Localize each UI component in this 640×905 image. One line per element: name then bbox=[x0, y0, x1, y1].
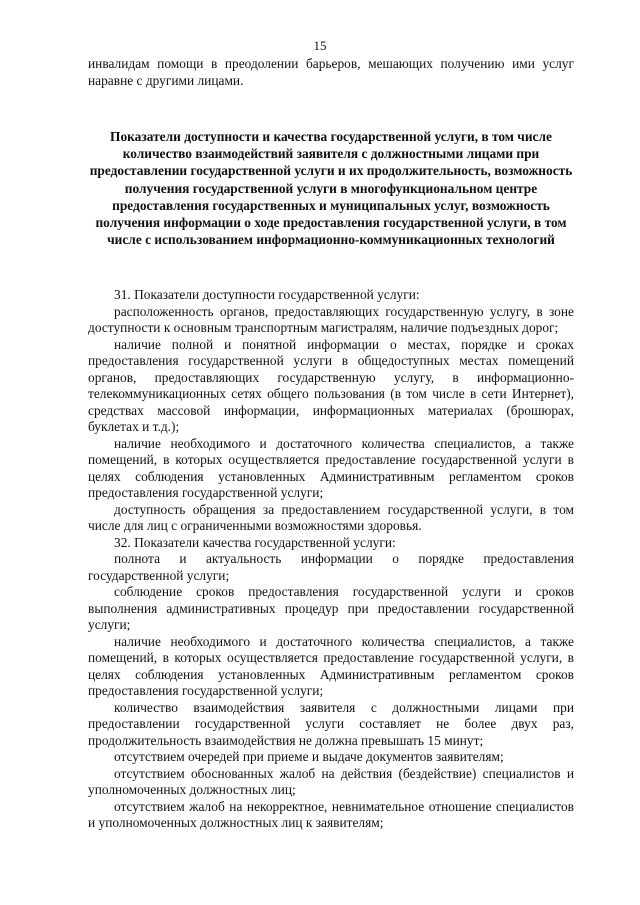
paragraph-31-title: 31. Показатели доступности государственной услуги: bbox=[114, 287, 420, 302]
paragraph: полнота и актуальность информации о порядке предоставления государственной услуги; bbox=[88, 551, 574, 583]
lead-text bbox=[88, 56, 574, 89]
paragraph: отсутствием обоснованных жалоб на действия (бездействие) специалистов и уполномоченных должностных лиц; bbox=[88, 765, 574, 797]
paragraph: наличие необходимого и достаточного количества специалистов, а также помещений, в которых осуществляется предоставление государственной услуги, в целях соблюдения установленных Административным регламентом сроков предоставления государственной услуги; bbox=[88, 633, 574, 698]
paragraph: доступность обращения за предоставлением государственной услуги, в том числе для лиц с ограниченными возможностями здоровья. bbox=[88, 501, 574, 533]
lead-paragraph: инвалидам помощи в преодолении барьеров, мешающих получению ими услуг наравне с другими лицами. bbox=[88, 56, 574, 88]
page-number: 15 bbox=[313, 38, 327, 53]
paragraph: количество взаимодействия заявителя с должностными лицами при предоставлении государственной услуги составляет не более двух раз, продолжительность взаимодействия не должна превышать 15 минут; bbox=[88, 699, 574, 748]
paragraph: отсутствием жалоб на некорректное, невнимательное отношение специалистов и уполномоченных должностных лиц к заявителям; bbox=[88, 798, 574, 830]
section-heading: Показатели доступности и качества государственной услуги, в том числе количество взаимодействий заявителя с должностными лицами при предоставлении государственной услуги и их продолжительность, возможность получения государственной услуги в многофункциональном центре предоставления государственных и муниципальных услуг, возможность получения информации о ходе предоставления государственной услуги, в том числе с использованием информационно-коммуникационных технологий bbox=[89, 129, 573, 248]
paragraph: наличие необходимого и достаточного количества специалистов, а также помещений, в которых осуществляется предоставление государственной услуги в целях соблюдения установленных Административным регламентом сроков предоставления государственной услуги; bbox=[88, 435, 574, 500]
paragraph-32-title: 32. Показатели качества государственной услуги: bbox=[114, 534, 396, 550]
paragraph: отсутствием очередей при приеме и выдаче документов заявителям; bbox=[114, 749, 504, 764]
section-body bbox=[88, 287, 574, 832]
paragraph: соблюдение сроков предоставления государственной услуги и сроков выполнения административных процедур при предоставлении государственной услуги; bbox=[88, 584, 574, 632]
paragraph: расположенность органов, предоставляющих государственную услугу, в зоне доступности к основным транспортным магистралям, наличие подъездных дорог; bbox=[88, 303, 574, 335]
paragraph: наличие полной и понятной информации о местах, порядке и сроках предоставления государственной услуги в общедоступных местах помещений органов, предоставляющих государственную услугу, в информационно-телекоммуникационных сетях общего пользования (в том числе в сети Интернет), средствах массовой информации, информационных материалах (брошюрах, буклетах и т.д.); bbox=[88, 336, 574, 434]
